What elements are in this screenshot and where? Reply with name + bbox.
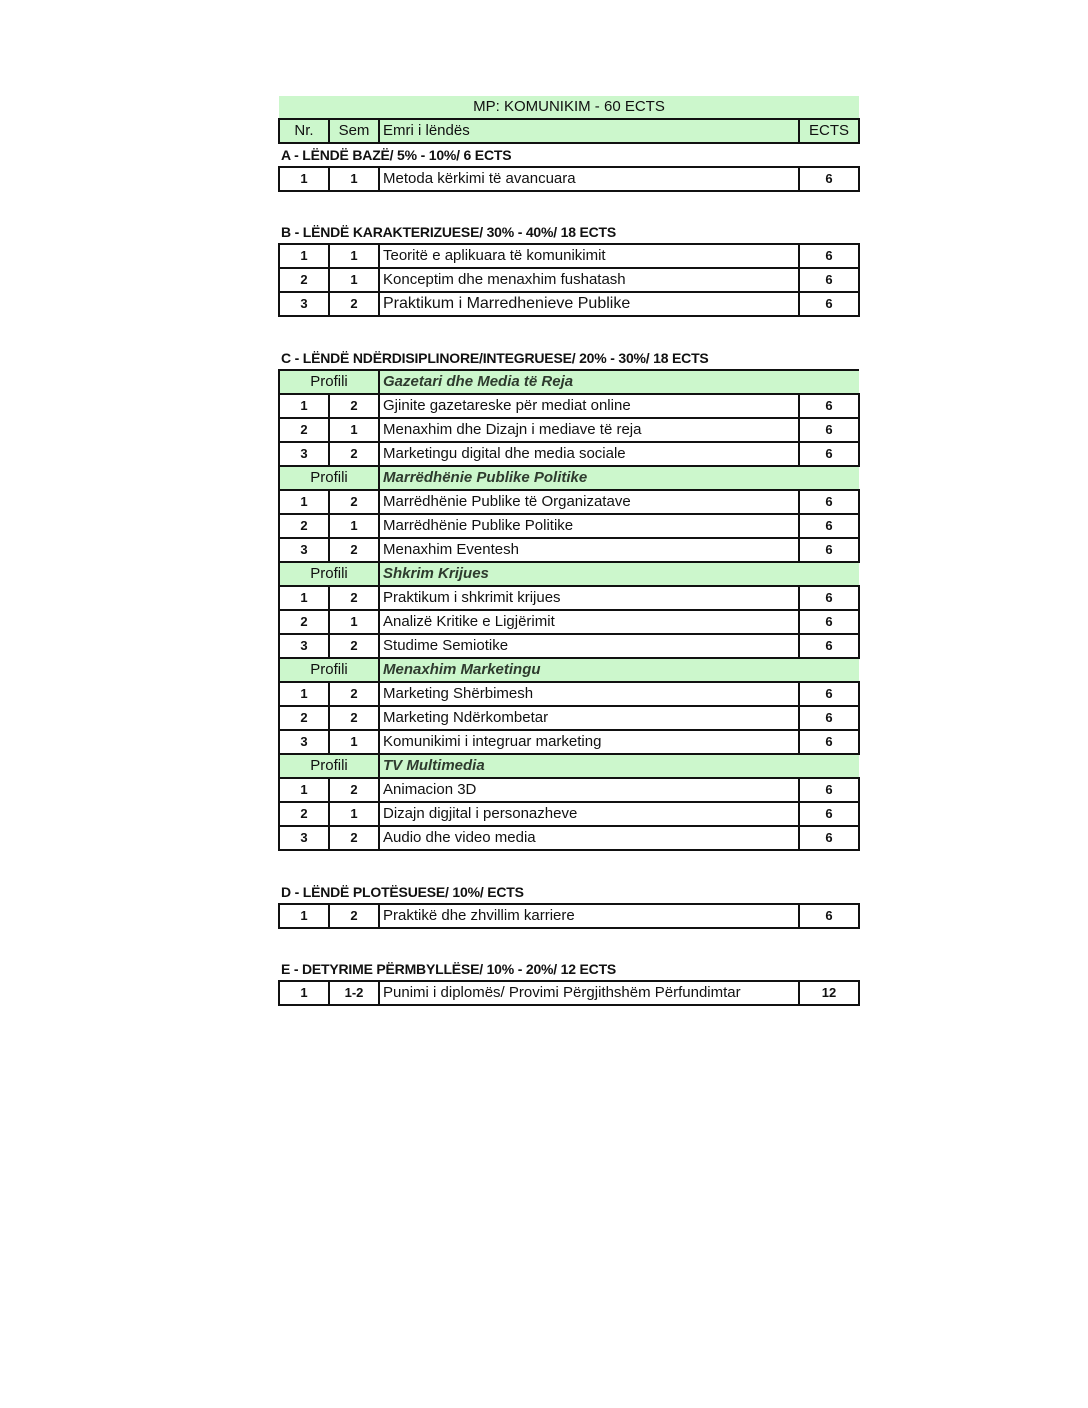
- profile-label: Profili: [279, 658, 379, 682]
- row-ects: 6: [799, 706, 859, 730]
- row-nr: 1: [279, 394, 329, 418]
- row-nr: 3: [279, 730, 329, 754]
- table-row: [279, 490, 859, 514]
- table-row: [279, 394, 859, 418]
- row-sem: 1: [329, 610, 379, 634]
- table-row: [279, 586, 859, 610]
- table-row: [279, 268, 859, 292]
- row-nr: 1: [279, 682, 329, 706]
- row-course-name: Marrëdhënie Publike të Organizatave: [379, 490, 799, 514]
- row-course-name: Teoritë e aplikuara të komunikimit: [379, 244, 799, 268]
- row-ects: 6: [799, 802, 859, 826]
- row-course-name: Gjinite gazetareske për mediat online: [379, 394, 799, 418]
- row-nr: 3: [279, 292, 329, 316]
- row-sem: 1: [329, 244, 379, 268]
- row-ects: 6: [799, 394, 859, 418]
- row-ects: 6: [799, 514, 859, 538]
- row-ects: 12: [799, 981, 859, 1005]
- table-row: [279, 292, 859, 316]
- row-course-name: Audio dhe video media: [379, 826, 799, 850]
- row-sem: 2: [329, 826, 379, 850]
- row-nr: 3: [279, 634, 329, 658]
- row-ects: 6: [799, 442, 859, 466]
- row-nr: 2: [279, 610, 329, 634]
- row-sem: 2: [329, 490, 379, 514]
- row-course-name: Metoda kërkimi të avancuara: [379, 167, 799, 191]
- profile-name: Shkrim Krijues: [379, 562, 859, 586]
- row-ects: 6: [799, 730, 859, 754]
- section-c-label: C - LËNDË NDËRDISIPLINORE/INTEGRUESE/ 20% - 30%/ 18 ECTS: [281, 350, 709, 366]
- row-ects: 6: [799, 778, 859, 802]
- section-b-table: [278, 243, 860, 317]
- row-sem: 1: [329, 418, 379, 442]
- row-nr: 1: [279, 167, 329, 191]
- section-e-label: E - DETYRIME PËRMBYLLËSE/ 10% - 20%/ 12 ECTS: [281, 961, 617, 977]
- row-ects: 6: [799, 490, 859, 514]
- row-nr: 2: [279, 802, 329, 826]
- row-nr: 1: [279, 490, 329, 514]
- row-nr: 1: [279, 244, 329, 268]
- spacer: [278, 929, 860, 958]
- row-ects: 6: [799, 610, 859, 634]
- profile-label: Profili: [279, 466, 379, 490]
- profile-name: Gazetari dhe Media të Reja: [379, 370, 859, 394]
- row-sem: 2: [329, 706, 379, 730]
- table-row: [279, 538, 859, 562]
- row-course-name: Marketing Shërbimesh: [379, 682, 799, 706]
- row-course-name: Marketing Ndërkombetar: [379, 706, 799, 730]
- profile-row: [279, 370, 859, 394]
- row-course-name: Marketingu digital dhe media sociale: [379, 442, 799, 466]
- row-course-name: Menaxhim dhe Dizajn i mediave të reja: [379, 418, 799, 442]
- table-row: [279, 634, 859, 658]
- section-e-table: [278, 980, 860, 1006]
- row-sem: 1-2: [329, 981, 379, 1005]
- section-c-table: [278, 369, 860, 851]
- row-sem: 1: [329, 730, 379, 754]
- row-course-name: Komunikimi i integruar marketing: [379, 730, 799, 754]
- table-row: [279, 706, 859, 730]
- row-course-name: Konceptim dhe menaxhim fushatash: [379, 268, 799, 292]
- table-row: [279, 514, 859, 538]
- row-ects: 6: [799, 586, 859, 610]
- table-row: [279, 826, 859, 850]
- row-ects: 6: [799, 167, 859, 191]
- row-sem: 2: [329, 586, 379, 610]
- row-ects: 6: [799, 634, 859, 658]
- table-row: [279, 610, 859, 634]
- col-header-sem: Sem: [329, 119, 379, 143]
- row-nr: 2: [279, 418, 329, 442]
- row-course-name: Menaxhim Eventesh: [379, 538, 799, 562]
- row-sem: 2: [329, 538, 379, 562]
- row-course-name: Praktikum i shkrimit krijues: [379, 586, 799, 610]
- row-ects: 6: [799, 244, 859, 268]
- table-row: [279, 244, 859, 268]
- row-sem: 1: [329, 514, 379, 538]
- row-sem: 1: [329, 167, 379, 191]
- row-sem: 1: [329, 802, 379, 826]
- table-row: [279, 418, 859, 442]
- row-ects: 6: [799, 268, 859, 292]
- program-title: MP: KOMUNIKIM - 60 ECTS: [279, 96, 859, 119]
- row-course-name: Studime Semiotike: [379, 634, 799, 658]
- row-course-name: Praktikë dhe zhvillim karriere: [379, 904, 799, 928]
- row-nr: 3: [279, 538, 329, 562]
- row-nr: 1: [279, 778, 329, 802]
- spacer: [278, 851, 860, 881]
- profile-name: Marrëdhënie Publike Politike: [379, 466, 859, 490]
- col-header-ects: ECTS: [799, 119, 859, 143]
- row-sem: 2: [329, 682, 379, 706]
- table-row: [279, 981, 859, 1005]
- row-sem: 1: [329, 268, 379, 292]
- row-sem: 2: [329, 292, 379, 316]
- table-row: [279, 682, 859, 706]
- row-course-name: Analizë Kritike e Ligjërimit: [379, 610, 799, 634]
- table-row: [279, 730, 859, 754]
- row-nr: 2: [279, 514, 329, 538]
- row-nr: 1: [279, 904, 329, 928]
- row-nr: 1: [279, 981, 329, 1005]
- row-course-name: Marrëdhënie Publike Politike: [379, 514, 799, 538]
- profile-row: [279, 754, 859, 778]
- profile-label: Profili: [279, 562, 379, 586]
- table-row: [279, 904, 859, 928]
- profile-name: Menaxhim Marketingu: [379, 658, 859, 682]
- col-header-nr: Nr.: [279, 119, 329, 143]
- row-nr: 1: [279, 586, 329, 610]
- row-course-name: Animacion 3D: [379, 778, 799, 802]
- table-row: [279, 778, 859, 802]
- row-ects: 6: [799, 538, 859, 562]
- row-sem: 2: [329, 442, 379, 466]
- profile-row: [279, 658, 859, 682]
- profile-row: [279, 466, 859, 490]
- table-row: [279, 442, 859, 466]
- section-d-table: [278, 903, 860, 929]
- row-ects: 6: [799, 418, 859, 442]
- row-sem: 2: [329, 634, 379, 658]
- row-nr: 3: [279, 442, 329, 466]
- profile-row: [279, 562, 859, 586]
- row-ects: 6: [799, 682, 859, 706]
- curriculum-document: [278, 96, 860, 1006]
- spacer: [278, 317, 860, 347]
- row-sem: 2: [329, 394, 379, 418]
- table-row: [279, 802, 859, 826]
- col-header-name: Emri i lëndës: [379, 119, 799, 143]
- row-sem: 2: [329, 904, 379, 928]
- row-course-name: Punimi i diplomës/ Provimi Përgjithshëm Përfundimtar: [379, 981, 799, 1005]
- row-sem: 2: [329, 778, 379, 802]
- row-nr: 2: [279, 268, 329, 292]
- section-a-table: [278, 166, 860, 192]
- profile-label: Profili: [279, 370, 379, 394]
- row-ects: 6: [799, 904, 859, 928]
- row-nr: 3: [279, 826, 329, 850]
- table-row: [279, 167, 859, 191]
- profile-name: TV Multimedia: [379, 754, 859, 778]
- row-nr: 2: [279, 706, 329, 730]
- section-b-label: B - LËNDË KARAKTERIZUESE/ 30% - 40%/ 18 ECTS: [281, 224, 617, 240]
- section-d-label: D - LËNDË PLOTËSUESE/ 10%/ ECTS: [281, 884, 524, 900]
- row-ects: 6: [799, 826, 859, 850]
- spacer: [278, 192, 860, 221]
- profile-label: Profili: [279, 754, 379, 778]
- row-course-name: Dizajn digjital i personazheve: [379, 802, 799, 826]
- header-table: [278, 96, 860, 144]
- row-course-name: Praktikum i Marredhenieve Publike: [379, 292, 799, 316]
- row-ects: 6: [799, 292, 859, 316]
- section-a-label: A - LËNDË BAZË/ 5% - 10%/ 6 ECTS: [281, 147, 512, 163]
